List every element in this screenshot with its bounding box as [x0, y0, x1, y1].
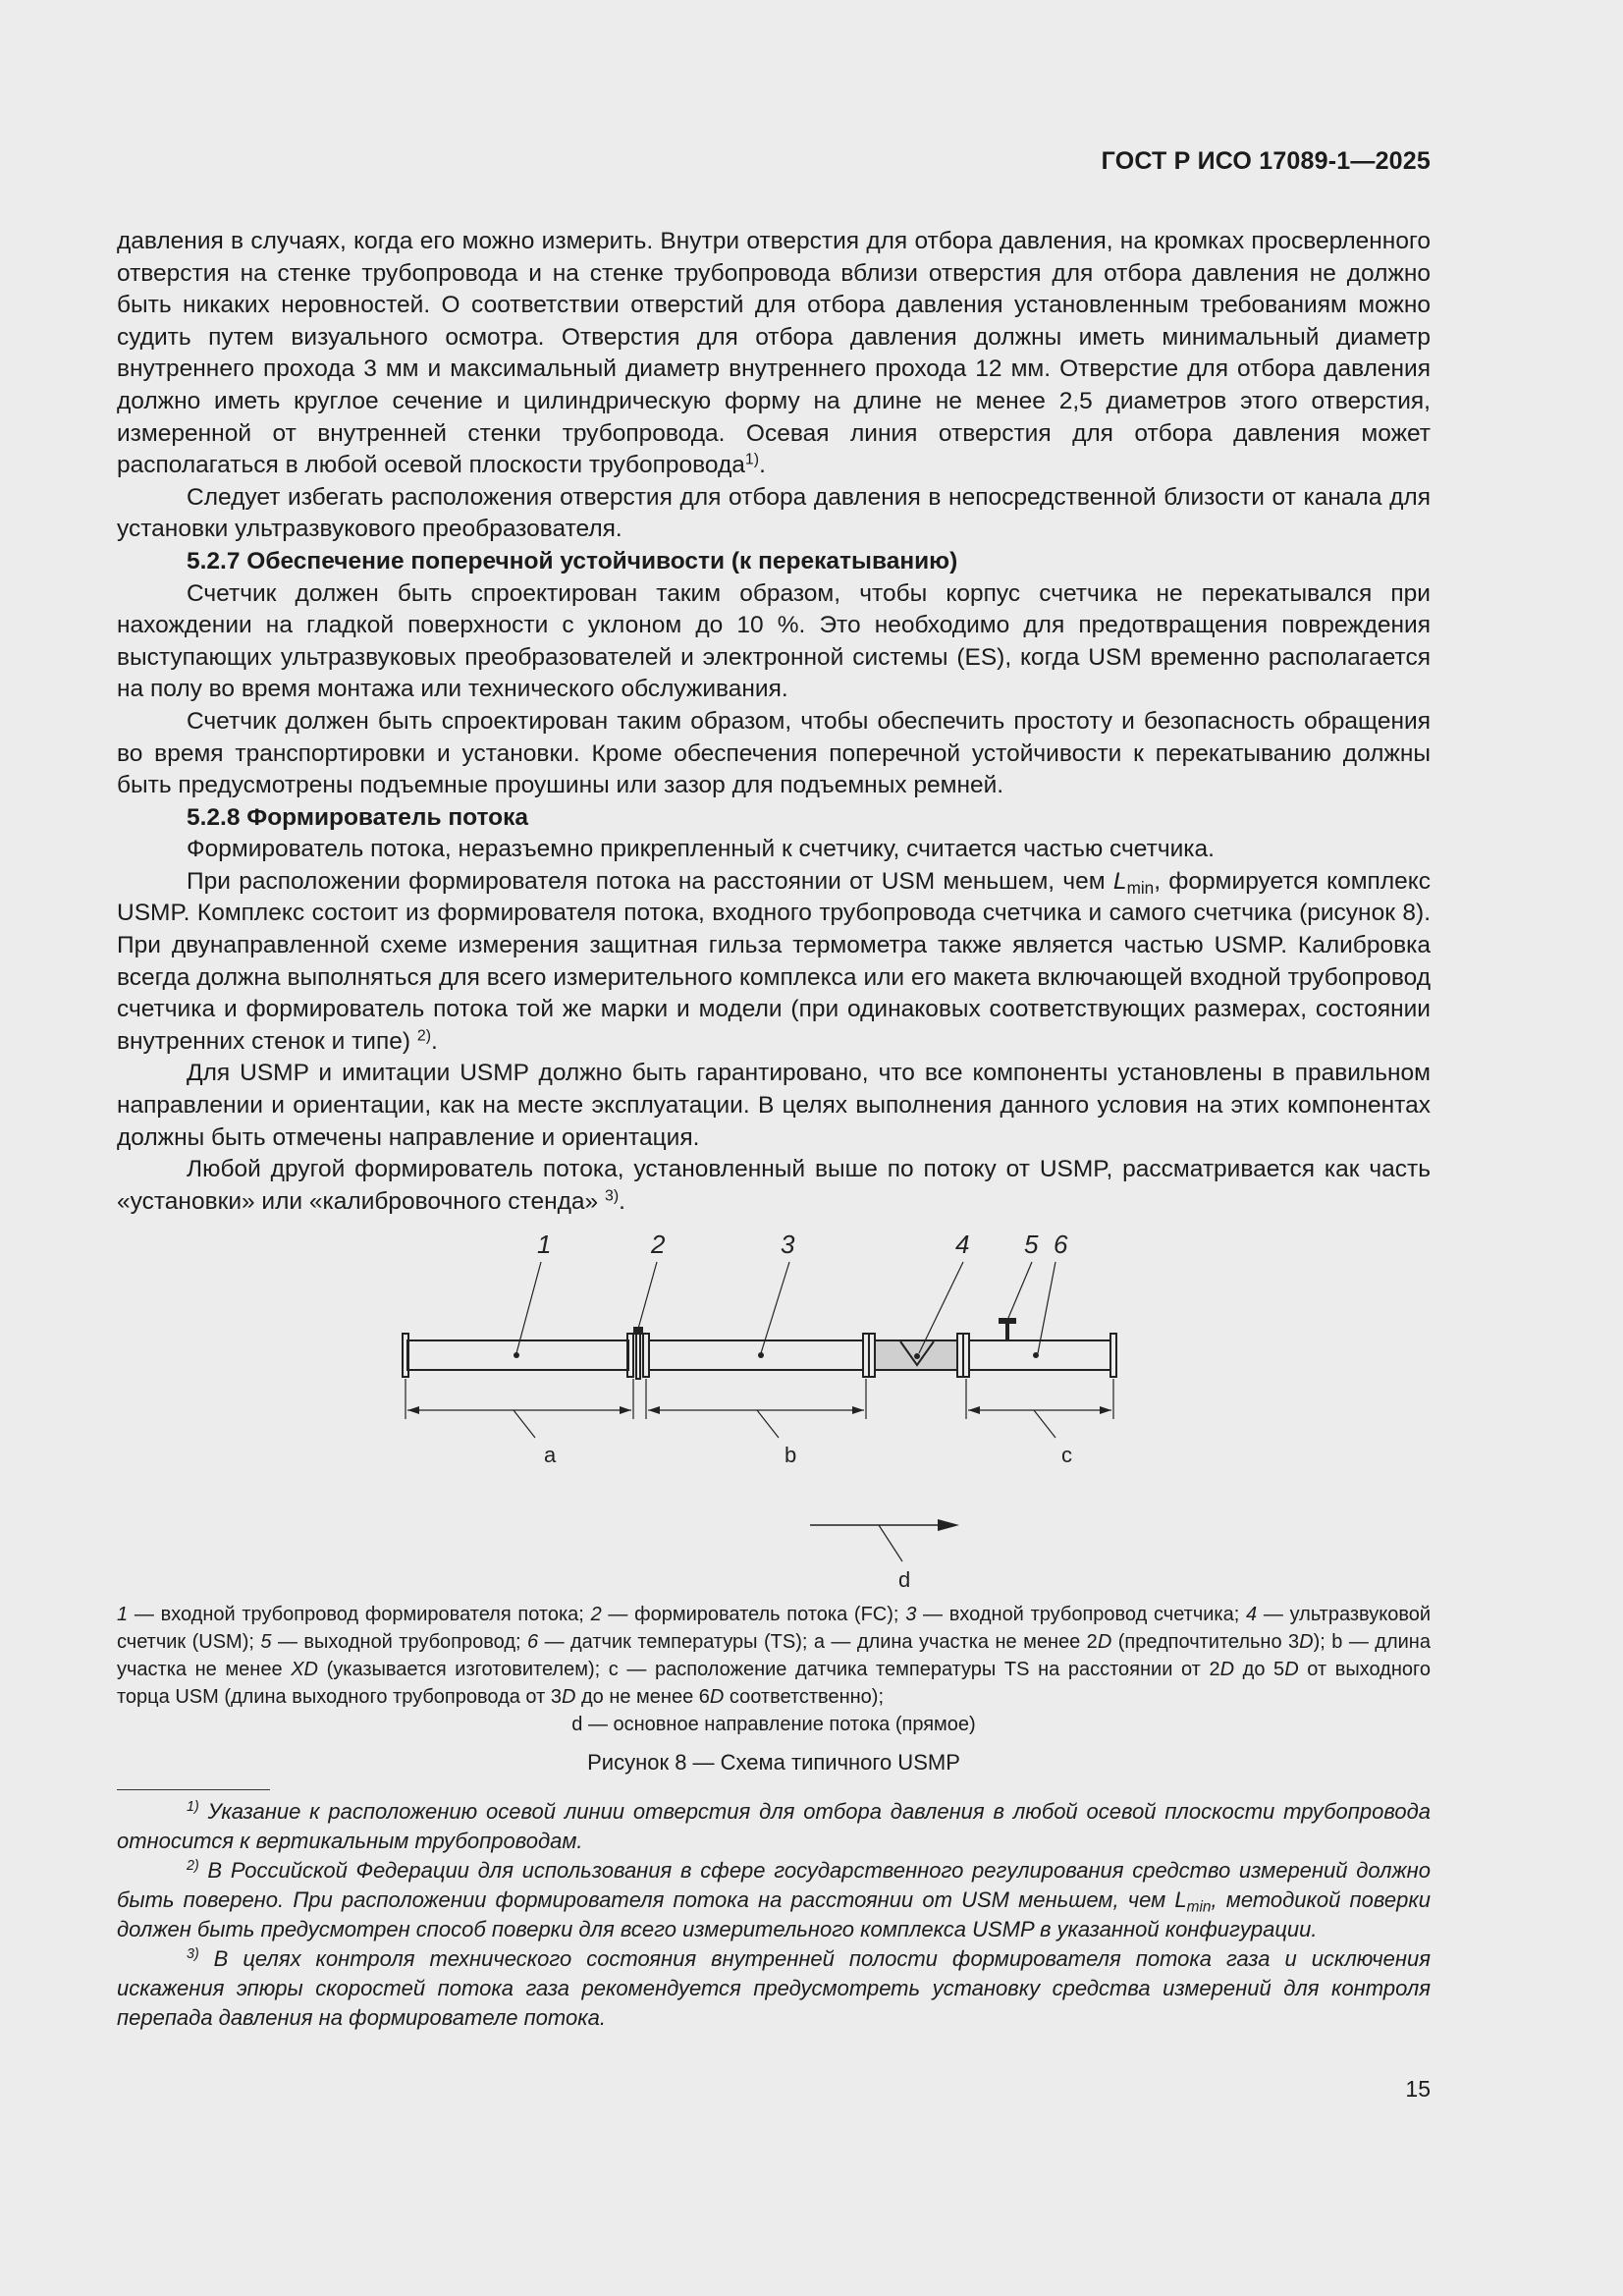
main-text [117, 226, 1431, 1218]
flow-conditioner [636, 1332, 640, 1379]
dimension-c: c [1061, 1443, 1072, 1467]
callout-3: 3 [781, 1230, 795, 1259]
section-heading-5-2-7: 5.2.7 Обеспечение поперечной устойчивости (к перекатыванию) [187, 547, 958, 574]
footnote-2: $^{2)}$ В Российской Федерации для использования в сфере государственного регулирования средство измерений должно быть поверено. При расположении формирователя потока на расстоянии от USM меньшем, чем $L_{min}$, методикой поверки должен быть предусмотрен способ поверки для всего измерительного комплекса USMP в указанной конфигурации. [117, 1858, 1431, 1941]
flange [403, 1334, 408, 1377]
footnote-1: $^{1)}$ Указание к расположению осевой линии отверстия для отбора давления в любой осевой плоскости трубопровода относится к вертикальным трубопроводам. [117, 1799, 1431, 1853]
paragraph: Следует избегать расположения отверстия для отбора давления в непосредственной близости от канала для установки ультразвукового преобразователя. [117, 483, 1431, 543]
paragraph: Для USMP и имитации USMP должно быть гарантировано, что все компоненты установлены в правильном направлении и ориентации, как на месте эксплуатации. В целях выполнения данного условия на этих компонентах должны быть отмечены направление и ориентация. [117, 1060, 1431, 1151]
footnotes [117, 1797, 1431, 2033]
subscript: min [1126, 878, 1155, 899]
usmp-schematic [388, 1218, 1173, 1591]
legend-last-line: d — основное направление потока (прямое) [571, 1714, 976, 1735]
flange [1110, 1334, 1116, 1377]
inlet-pipe-meter [649, 1340, 863, 1370]
paragraph: давления в случаях, когда его можно измерить. Внутри отверстия для отбора давления, на кромках просверленного отверстия на стенке трубопровода и на стенке трубопровода вблизи отверстия для отбора давления не должно быть никаких неровностей. О соответствии отверстий для отбора давления установленным требованиям можно судить путем визуального осмотра. Отверстия для отбора давления должны иметь минимальный диаметр внутреннего прохода 3 мм и максимальный диаметр внутреннего прохода 12 мм. Отверстие для отбора давления должно иметь круглое сечение и цилиндрическую форму на длине не менее 2,5 диаметров этого отверстия, измеренной от внутренней стенки трубопровода. Осевая линия отверстия для отбора давления может располагаться в любой осевой плоскости трубопровода$^{1)}$. [117, 228, 1431, 479]
paragraph: При расположении формирователя потока на расстоянии от USM меньшем, чем $L_{min}$, формируется комплекс USMP. Комплекс состоит из формирователя потока, входного трубопровода счетчика и самого счетчика (рисунок 8). При двунаправленной схеме измерения защитная гильза термометра также является частью USMP. Калибровка всегда должна выполняться для всего измерительного комплекса или его макета включающей входной трубопровод счетчика и формирователь потока той же марки и модели (при одинаковых соответствующих размерах, состоянии внутренних стенок и типе) $^{2)}$. [117, 867, 1431, 1055]
callout-2: 2 [651, 1230, 666, 1259]
footnote-ref: 3) [604, 1187, 620, 1205]
footnote-ref: 1) [744, 451, 760, 468]
flow-arrow-head [938, 1519, 959, 1531]
section-heading-5-2-8: 5.2.8 Формирователь потока [187, 803, 529, 831]
callout-4: 4 [955, 1230, 970, 1259]
paragraph-text: При расположении формирователя потока на расстоянии от USM меньшем, чем [187, 867, 1113, 895]
paragraph: Счетчик должен быть спроектирован таким образом, чтобы корпус счетчика не перекатывался при нахождении на гладкой поверхности с уклоном до 10 %. Это необходимо для предотвращения повреждения выступающих ультразвуковых преобразователей и электронной системы (ES), когда USM временно располагается на полу во время монтажа или технического обслуживания. [117, 579, 1431, 703]
figure-8-diagram [388, 1218, 1173, 1591]
paragraph-text: Любой другой формирователь потока, установленный выше по потоку от USMP, рассматривается как часть «установки» или «калибровочного стенда» [117, 1156, 1431, 1215]
dimension-a: a [544, 1443, 557, 1467]
callout-5: 5 [1024, 1230, 1039, 1259]
footnote-separator [117, 1789, 270, 1790]
figure-caption: Рисунок 8 — Схема типичного USMP [587, 1750, 960, 1775]
flange [627, 1334, 633, 1377]
document-header: ГОСТ Р ИСО 17089-1—2025 [1101, 147, 1431, 175]
symbol-l: L [1112, 867, 1127, 895]
paragraph-text: , формируется комплекс USMP. Комплекс состоит из формирователя потока, входного трубопровода счетчика и самого счетчика (рисунок 8). При двунаправленной схеме измерения защитная гильза термометра также является частью USMP. Калибровка всегда должна выполняться для всего измерительного комплекса или его макета включающей входной трубопровод счетчика и формирователь потока той же марки и модели (при одинаковых соответствующих размерах, состоянии внутренних стенок и типе) [117, 867, 1431, 1055]
paragraph-text: давления в случаях, когда его можно измерить. Внутри отверстия для отбора давления, на кромках просверленного отверстия на стенке трубопровода и на стенке трубопровода вблизи отверстия для отбора давления не должно быть никаких неровностей. О соответствии отверстий для отбора давления установленным требованиям можно судить путем визуального осмотра. Отверстия для отбора давления должны иметь минимальный диаметр внутреннего прохода 3 мм и максимальный диаметр внутреннего прохода 12 мм. Отверстие для отбора давления должно иметь круглое сечение и цилиндрическую форму на длине не менее 2,5 диаметров этого отверстия, измеренной от внутренней стенки трубопровода. Осевая линия отверстия для отбора давления может располагаться в любой осевой плоскости трубопровода [117, 228, 1431, 479]
callout-6: 6 [1054, 1230, 1068, 1259]
page-number: 15 [1405, 2076, 1431, 2102]
flow-direction-label: d [898, 1567, 911, 1591]
temperature-sensor-head [999, 1318, 1016, 1324]
callout-1: 1 [537, 1230, 552, 1259]
paragraph: Счетчик должен быть спроектирован таким образом, чтобы обеспечить простоту и безопасность обращения во время транспортировки и установки. Кроме обеспечения поперечной устойчивости к перекатыванию должны быть предусмотрены подъемные проушины или зазор для подъемных ремней. [117, 707, 1431, 799]
paragraph: Формирователь потока, неразъемно прикрепленный к счетчику, считается частью счетчика. [187, 836, 1215, 863]
paragraph: Любой другой формирователь потока, установленный выше по потоку от USMP, рассматривается как часть «установки» или «калибровочного стенда» $^{3)}$. [117, 1156, 1431, 1215]
dimension-b: b [784, 1443, 797, 1467]
footnote-3: $^{3)}$ В целях контроля технического состояния внутренней полости формирователя потока газа и исключения искажения эпюры скоростей потока газа рекомендуется предусмотреть установку средства измерений для контроля перепада давления на формирователе потока. [117, 1946, 1431, 2030]
figure-legend: 1 — входной трубопровод формирователя потока; 2 — формирователь потока (FC); 3 — входной трубопровод счетчика; 4 — ультразвуковой счетчик (USM); 5 — выходной трубопровод; 6 — датчик температуры (TS); a — длина участка не менее 2D (предпочтительно 3D); b — длина участка не менее XD (указывается изготовителем); c — расположение датчика температуры TS на расстоянии от 2D до 5D от выходного торца USM (длина выходного трубопровода от 3D до не менее 6D соответственно); d — основное направление потока (прямое) [117, 1601, 1431, 1738]
footnote-ref: 2) [416, 1027, 431, 1045]
